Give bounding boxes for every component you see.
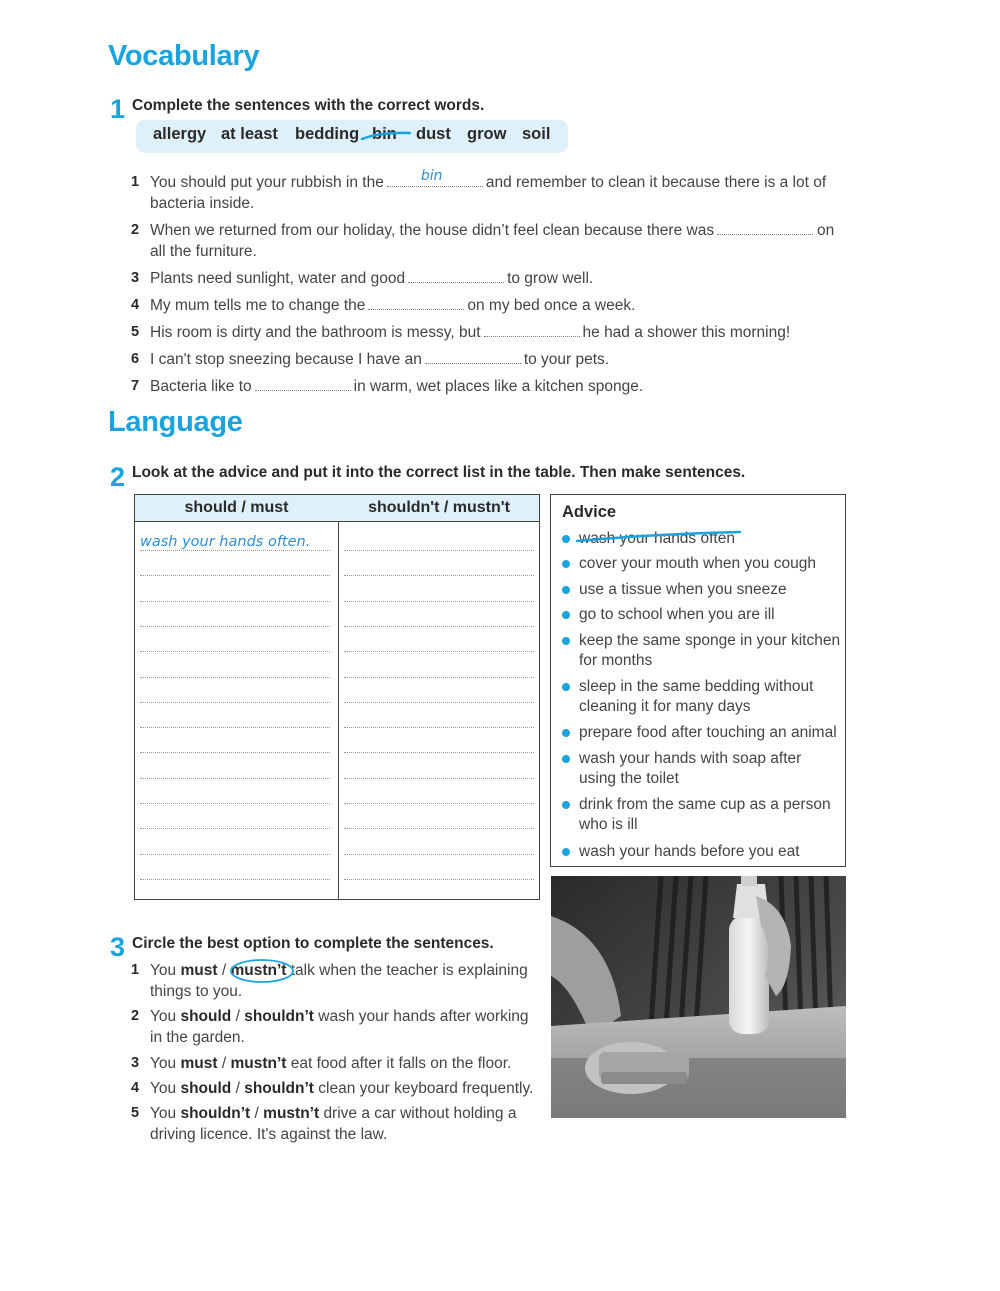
exercise-3-number: 3: [110, 932, 126, 962]
sentence-text: clean your keyboard frequently.: [318, 1080, 534, 1097]
advice-item: prepare food after touching an animal: [579, 724, 837, 741]
sentence-line: [150, 295, 840, 316]
sentence-continuation: things to you.: [150, 983, 243, 1000]
mustnt-circle: [228, 956, 298, 986]
sentence-text: You: [150, 1008, 177, 1025]
sentence-text: on: [817, 222, 835, 239]
sentence-text: and remember to clean it because there is a lot of: [485, 174, 827, 191]
advice-item: keep the same sponge in your kitchen for months: [579, 632, 841, 669]
writing-line[interactable]: [344, 727, 534, 728]
column-shouldnt-mustnt: shouldn't / mustn't: [368, 499, 510, 516]
sentence-number: 5: [131, 324, 140, 340]
sentence-text: to grow well.: [507, 270, 594, 287]
advice-item: wash your hands with soap after using the toilet: [579, 750, 802, 787]
option-sentence: [150, 1053, 511, 1074]
option-b[interactable]: mustn’t: [263, 1105, 320, 1122]
word-bin: bin: [372, 125, 397, 143]
item-number: 1: [131, 962, 140, 978]
writing-line[interactable]: [344, 778, 534, 779]
writing-line[interactable]: [344, 626, 534, 627]
handwritten-answer: bin: [420, 168, 443, 184]
word-grow: grow: [467, 125, 507, 143]
writing-line[interactable]: [344, 550, 534, 551]
sentence-line: [150, 268, 840, 289]
writing-line[interactable]: [140, 854, 330, 855]
bullet-icon: [562, 755, 570, 763]
writing-line[interactable]: [344, 677, 534, 678]
writing-line[interactable]: [344, 803, 534, 804]
advice-item: sleep in the same bedding without cleaning it for many days: [579, 678, 814, 715]
sentence-number: 2: [131, 222, 140, 238]
sentence-text: Plants need sunlight, water and good: [150, 270, 406, 287]
bullet-icon: [562, 729, 570, 737]
answer-gap[interactable]: [408, 268, 504, 283]
bullet-icon: [562, 683, 570, 691]
sentence-text: You: [150, 962, 177, 979]
answer-gap[interactable]: [425, 349, 521, 364]
advice-table: [134, 494, 540, 900]
advice-item: use a tissue when you sneeze: [579, 581, 787, 598]
advice-title: Advice: [562, 503, 617, 521]
writing-line[interactable]: [140, 778, 330, 779]
sentence-text: You: [150, 1080, 177, 1097]
sentence-text: drive a car without holding a: [323, 1105, 517, 1122]
column-should-must: should / must: [184, 499, 289, 516]
exercise-1-instruction: Complete the sentences with the correct words.: [132, 97, 485, 114]
bin-strikethrough: [360, 126, 412, 144]
advice-strikethrough: [574, 526, 746, 548]
sentence-number: 3: [131, 270, 140, 286]
option-b[interactable]: mustn’t: [230, 962, 287, 979]
sentence-text: I can't stop sneezing because I have an: [150, 351, 422, 368]
sentence-text: talk when the teacher is explaining: [290, 962, 528, 979]
option-b[interactable]: mustn’t: [230, 1055, 287, 1072]
advice-item: go to school when you are ill: [579, 606, 775, 623]
writing-line[interactable]: [344, 828, 534, 829]
bullet-icon: [562, 611, 570, 619]
word-allergy: allergy: [153, 125, 207, 143]
option-a[interactable]: should: [180, 1008, 232, 1025]
option-sentence: [150, 1103, 516, 1124]
sentence-text: My mum tells me to change the: [150, 297, 366, 314]
vocabulary-heading: Vocabulary: [108, 40, 260, 72]
exercise-2-number: 2: [110, 462, 126, 492]
word-bedding: bedding: [295, 125, 360, 143]
sentence-number: 6: [131, 351, 140, 367]
sentence-text: You should put your rubbish in the: [150, 174, 384, 191]
option-sentence: [150, 960, 528, 981]
item-number: 3: [131, 1055, 140, 1071]
bullet-icon: [562, 848, 570, 856]
sentence-text: You: [150, 1055, 177, 1072]
writing-line[interactable]: [140, 879, 330, 880]
writing-line[interactable]: [140, 828, 330, 829]
answer-gap[interactable]: [255, 376, 351, 391]
option-a[interactable]: shouldn’t: [180, 1105, 251, 1122]
writing-line[interactable]: [140, 601, 330, 602]
answer-gap[interactable]: [717, 220, 813, 235]
option-separator: /: [221, 1055, 227, 1072]
writing-line[interactable]: [344, 575, 534, 576]
sentence-text: in warm, wet places like a kitchen sponge.: [353, 378, 644, 395]
kitchen-cleaning-photo-icon: [551, 876, 846, 1118]
sentence-line: [150, 168, 840, 193]
sentence-text: on my bed once a week.: [467, 297, 636, 314]
item-number: 2: [131, 1008, 140, 1024]
exercise-1-number: 1: [110, 94, 126, 124]
option-a[interactable]: must: [180, 1055, 218, 1072]
option-sentence: [150, 1006, 529, 1027]
table-divider: [338, 521, 339, 899]
writing-line[interactable]: [344, 879, 534, 880]
language-heading: Language: [108, 406, 243, 438]
writing-line[interactable]: [344, 702, 534, 703]
sentence-text: When we returned from our holiday, the house didn’t feel clean because there was: [150, 222, 715, 239]
option-a[interactable]: should: [180, 1080, 232, 1097]
writing-line[interactable]: [344, 854, 534, 855]
sentence-continuation: in the garden.: [150, 1029, 245, 1046]
sentence-continuation: driving licence. It's against the law.: [150, 1126, 388, 1143]
sentence-line: [150, 349, 840, 370]
advice-item: cover your mouth when you cough: [579, 555, 816, 572]
word-at-least: at least: [221, 125, 278, 143]
writing-line[interactable]: [344, 752, 534, 753]
writing-line[interactable]: [344, 601, 534, 602]
answer-gap[interactable]: [387, 168, 483, 187]
sentence-line: [150, 220, 840, 241]
writing-line[interactable]: [140, 677, 330, 678]
writing-line[interactable]: [140, 626, 330, 627]
bullet-icon: [562, 535, 570, 543]
writing-line[interactable]: [140, 727, 330, 728]
writing-line[interactable]: [140, 651, 330, 652]
option-sentence: [150, 1078, 533, 1099]
table-answer-should: wash your hands often.: [140, 534, 311, 550]
sentence-continuation: all the furniture.: [150, 243, 257, 260]
answer-gap[interactable]: [368, 295, 464, 310]
writing-line[interactable]: [344, 651, 534, 652]
writing-line[interactable]: [140, 550, 330, 551]
sentence-text: he had a shower this morning!: [582, 324, 791, 341]
advice-item: drink from the same cup as a person who is ill: [579, 796, 831, 833]
sentence-number: 1: [131, 174, 140, 190]
sentence-text: Bacteria like to: [150, 378, 252, 395]
exercise-3-instruction: Circle the best option to complete the sentences.: [132, 935, 494, 952]
sentence-line: [150, 376, 840, 397]
item-number: 5: [131, 1105, 140, 1121]
word-dust: dust: [416, 125, 451, 143]
option-separator: /: [254, 1105, 259, 1122]
option-separator: /: [221, 962, 227, 979]
advice-item: wash your hands often: [579, 530, 735, 547]
sentence-text: His room is dirty and the bathroom is messy, but: [150, 324, 481, 341]
exercise-2-instruction: Look at the advice and put it into the correct list in the table. Then make sentences.: [132, 464, 746, 481]
word-soil: soil: [522, 125, 551, 143]
bullet-icon: [562, 637, 570, 645]
sentence-number: 4: [131, 297, 140, 313]
sentence-number: 7: [131, 378, 140, 394]
option-separator: /: [235, 1080, 240, 1097]
bullet-icon: [562, 560, 570, 568]
option-a[interactable]: must: [180, 962, 218, 979]
answer-gap[interactable]: [484, 322, 580, 337]
sentence-text: to your pets.: [523, 351, 610, 368]
sentence-text: eat food after it falls on the floor.: [290, 1055, 512, 1072]
sentence-line: [150, 322, 840, 343]
option-b[interactable]: shouldn’t: [244, 1008, 314, 1025]
bullet-icon: [562, 586, 570, 594]
option-separator: /: [235, 1008, 240, 1025]
writing-line[interactable]: [140, 752, 330, 753]
item-number: 4: [131, 1080, 140, 1096]
writing-line[interactable]: [140, 702, 330, 703]
advice-item: wash your hands before you eat: [579, 843, 800, 860]
sentence-continuation: bacteria inside.: [150, 195, 255, 212]
writing-line[interactable]: [140, 575, 330, 576]
sentence-text: You: [150, 1105, 177, 1122]
sentence-text: wash your hands after working: [318, 1008, 529, 1025]
writing-line[interactable]: [140, 803, 330, 804]
bullet-icon: [562, 801, 570, 809]
option-b[interactable]: shouldn’t: [244, 1080, 314, 1097]
